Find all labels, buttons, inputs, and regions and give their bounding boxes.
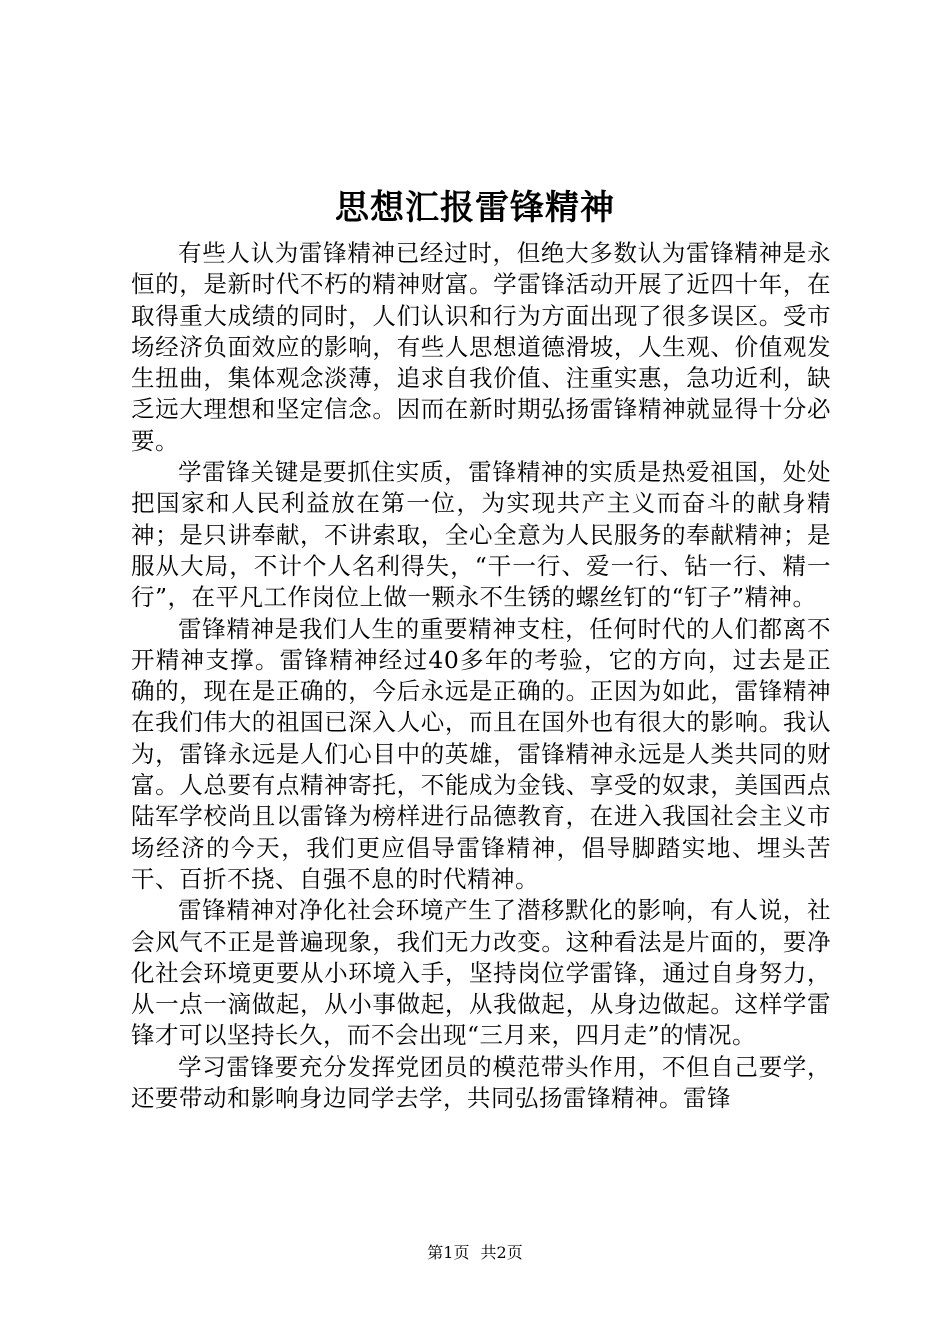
paragraph: 学雷锋关键是要抓住实质，雷锋精神的实质是热爱祖国，处处把国家和人民利益放在第一位，为实现共产主义而奋斗的献身精神；是只讲奉献，不讲索取，全心全意为人民服务的奉献精神；是服从大局，不计个人名利得失，“干一行、爱一行、钻一行、精一行”，在平凡工作岗位上做一颗永不生锈的螺丝钉的“钉子”精神。: [131, 458, 831, 612]
paragraph: 学习雷锋要充分发挥党团员的模范带头作用，不但自己要学，还要带动和影响身边同学去学，共同弘扬雷锋精神。雷锋: [131, 1052, 831, 1113]
page-total: 共2页: [480, 1243, 523, 1262]
document-body: [131, 238, 831, 1114]
document-title: 思想汇报雷锋精神: [335, 188, 615, 228]
page-number: 第1页: [427, 1243, 470, 1262]
paragraph: 雷锋精神对净化社会环境产生了潜移默化的影响，有人说，社会风气不正是普遍现象，我们无力改变。这种看法是片面的，要净化社会环境更要从小环境入手，坚持岗位学雷锋，通过自身努力，从一点一滴做起，从小事做起，从我做起，从身边做起。这样学雷锋才可以坚持长久，而不会出现“三月来，四月走”的情况。: [131, 896, 831, 1050]
paragraph: 雷锋精神是我们人生的重要精神支柱，任何时代的人们都离不开精神支撑。雷锋精神经过40多年的考验，它的方向，过去是正确的，现在是正确的，今后永远是正确的。正因为如此，雷锋精神在我们伟大的祖国已深入人心，而且在国外也有很大的影响。我认为，雷锋永远是人们心目中的英雄，雷锋精神永远是人类共同的财富。人总要有点精神寄托，不能成为金钱、享受的奴隶，美国西点陆军学校尚且以雷锋为榜样进行品德教育，在进入我国社会主义市场经济的今天，我们更应倡导雷锋精神，倡导脚踏实地、埋头苦干、百折不挠、自强不息的时代精神。: [131, 614, 831, 893]
paragraph: 有些人认为雷锋精神已经过时，但绝大多数认为雷锋精神是永恒的，是新时代不朽的精神财富。学雷锋活动开展了近四十年，在取得重大成绩的同时，人们认识和行为方面出现了很多误区。受市场经济负面效应的影响，有些人思想道德滑坡，人生观、价值观发生扭曲，集体观念淡薄，追求自我价值、注重实惠，急功近利，缺乏远大理想和坚定信念。因而在新时期弘扬雷锋精神就显得十分必要。: [131, 239, 831, 455]
page-footer: [0, 1242, 950, 1264]
